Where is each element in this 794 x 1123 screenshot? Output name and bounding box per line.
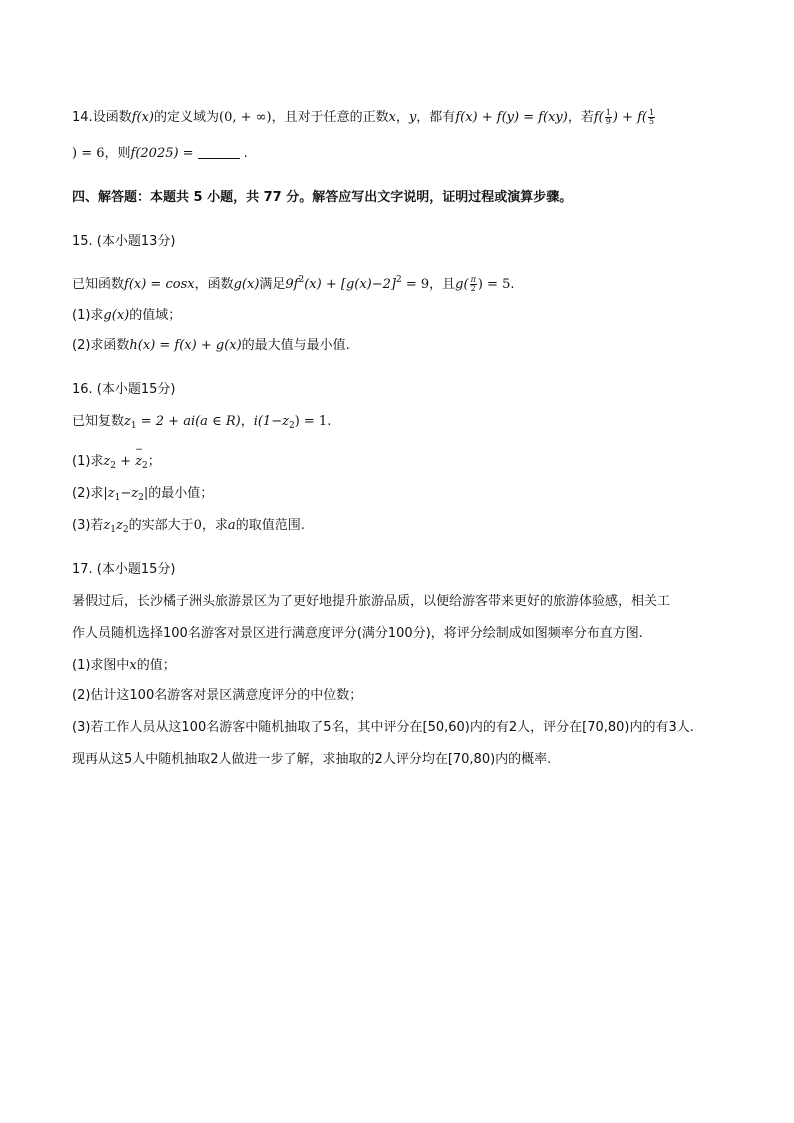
- q14-number: 14.: [72, 110, 93, 125]
- q17-p1-text: (1)求图中: [72, 658, 130, 673]
- q15-eq: 9f: [285, 277, 299, 292]
- q16-p3-z: z: [116, 518, 123, 533]
- q16-sub: 1: [130, 421, 137, 431]
- q14-frac1-num: 1: [605, 108, 611, 117]
- q15-p2-text: (2)求函数: [72, 338, 130, 353]
- q16-p3-text: 的取值范围.: [235, 518, 305, 533]
- q16-p2-minus: −z: [120, 486, 139, 501]
- q15-text: ，且: [429, 277, 456, 292]
- q16-sub: 2: [288, 421, 295, 431]
- q15-p2-hx: h(x) = f(x) + g(x): [129, 338, 242, 353]
- q14-text: ，: [395, 110, 409, 125]
- q17-part-3-line-1: (3)若工作人员从这100名游客中随机抽取了5名，其中评分在[50,60)内的有2人，评分在[70,80)内的有3人.: [72, 720, 694, 735]
- q14-line-1: [72, 108, 656, 128]
- q16-title: 16. (本小题15分): [72, 382, 176, 397]
- q15-text: 满足: [259, 277, 286, 292]
- q15-text: .: [510, 277, 515, 292]
- answer-blank[interactable]: [198, 146, 240, 159]
- q14-frac-1: [605, 109, 612, 126]
- q16-eq: = 2 + ai(a ∈ R): [136, 414, 241, 429]
- q14-period: .: [243, 146, 248, 161]
- q14-line-2: [72, 144, 248, 164]
- q16-stem: [72, 412, 331, 436]
- q16-p3-text: (3)若: [72, 518, 104, 533]
- q16-z: z: [124, 414, 131, 429]
- q14-text: ，且对于任意的正数: [271, 110, 389, 125]
- q16-p1-sub: 2: [110, 461, 117, 471]
- q17-part-1: [72, 656, 176, 676]
- q16-p2-text: (2)求: [72, 486, 104, 501]
- q16-p2-sub: 2: [138, 493, 144, 503]
- q15-sup: 2: [298, 275, 305, 285]
- q14-fx: f(x): [131, 110, 154, 125]
- q14-text: 设函数: [92, 110, 132, 125]
- q14-f2025: f(2025) =: [130, 146, 194, 161]
- q16-p3-var: a: [227, 518, 236, 533]
- q16-p1-zbar: z: [135, 454, 143, 469]
- q16-p1-sub: 2: [142, 461, 148, 471]
- q14-text: ，若: [567, 110, 594, 125]
- q15-gx: g(x): [233, 277, 260, 292]
- q14-frac2-num: 1: [648, 108, 655, 117]
- q15-title: 15. (本小题13分): [72, 234, 176, 249]
- q15-sup: 2: [395, 275, 402, 285]
- q17-title: 17. (本小题15分): [72, 562, 176, 577]
- q14-frac1-den: 9: [605, 117, 611, 126]
- q17-stem-line-1: 暑假过后，长沙橘子洲头旅游景区为了更好地提升旅游品质，以便给游客带来更好的旅游体验感，相关工: [72, 594, 671, 609]
- q17-p1-x: x: [129, 658, 137, 673]
- q14-eq-6: ) = 6: [72, 146, 105, 161]
- q16-text: .: [327, 414, 332, 429]
- q14-var-y: y: [408, 110, 417, 125]
- q16-p1-conj: [135, 452, 148, 476]
- q16-p1-z: z: [103, 454, 111, 469]
- q14-text: ，都有: [416, 110, 456, 125]
- q15-frac-den: 2: [470, 284, 476, 293]
- q17-part-2: (2)估计这100名游客对景区满意度评分的中位数；: [72, 688, 363, 703]
- q14-plus-f: ) + f(: [612, 110, 647, 125]
- q16-p3-sub: 1: [110, 525, 117, 535]
- q15-frac: [470, 276, 477, 293]
- q15-g: g(: [455, 277, 469, 292]
- q16-p2-abs: |: [143, 486, 149, 501]
- q14-frac-2: [648, 109, 655, 126]
- q16-text: 已知复数: [72, 414, 125, 429]
- q15-part-2: [72, 336, 350, 356]
- q16-p1-plus: +: [116, 454, 136, 469]
- q15-part-1: [72, 306, 181, 326]
- q16-p2-sub: 1: [114, 493, 121, 503]
- q16-eq: i(1−z: [253, 414, 289, 429]
- q15-eq: (x) + [g(x)−2]: [304, 277, 396, 292]
- q14-equation: f(x) + f(y) = f(xy): [455, 110, 568, 125]
- q15-text: ，函数: [194, 277, 234, 292]
- q15-frac-num: π: [470, 275, 476, 284]
- q16-p3-z: z: [103, 518, 111, 533]
- q16-eq: ) = 1: [294, 414, 328, 429]
- q15-p1-text: (1)求: [72, 308, 104, 323]
- q16-p3-text: ，求: [201, 518, 228, 533]
- q16-part-1: [72, 452, 161, 476]
- q16-p3-text: 的实部大于: [128, 518, 194, 533]
- q16-p1-text: ；: [147, 454, 161, 469]
- q16-p2-text: 的最小值；: [148, 486, 214, 501]
- q15-fx: f(x) = cosx: [124, 277, 195, 292]
- q14-text: ，则: [104, 146, 131, 161]
- q14-text: 的定义域为: [154, 110, 220, 125]
- q14-var-x: x: [388, 110, 396, 125]
- q17-stem-line-2: 作人员随机选择100名游客对景区进行满意度评分(满分100分)，将评分绘制成如图频率分布直方图.: [72, 626, 643, 641]
- q15-eq: ) = 5: [477, 277, 511, 292]
- q16-p2-abs: |z: [103, 486, 115, 501]
- q16-part-3: [72, 516, 305, 540]
- q14-domain: (0, + ∞): [219, 110, 272, 125]
- q15-p1-gx: g(x): [103, 308, 130, 323]
- q15-text: 已知函数: [72, 277, 125, 292]
- q14-frac2-den: 5: [648, 117, 655, 126]
- q16-p3-zero: 0: [193, 518, 202, 533]
- q16-p3-sub: 2: [122, 525, 129, 535]
- q16-text: ，: [240, 414, 254, 429]
- q17-part-3-line-2: 现再从这5人中随机抽取2人做进一步了解，求抽取的2人评分均在[70,80)内的概率.: [72, 752, 552, 767]
- q17-p1-text: 的值；: [136, 658, 176, 673]
- section-heading: 四、解答题：本题共 5 小题，共 77 分。解答应写出文字说明，证明过程或演算步骤。: [72, 190, 573, 205]
- q16-p1-text: (1)求: [72, 454, 104, 469]
- q15-p2-text: 的最大值与最小值.: [241, 338, 350, 353]
- q16-part-2: [72, 484, 213, 508]
- q14-f: f(: [593, 110, 604, 125]
- q15-stem: [72, 270, 514, 295]
- q15-p1-text: 的值域；: [129, 308, 182, 323]
- q15-eq: = 9: [401, 277, 430, 292]
